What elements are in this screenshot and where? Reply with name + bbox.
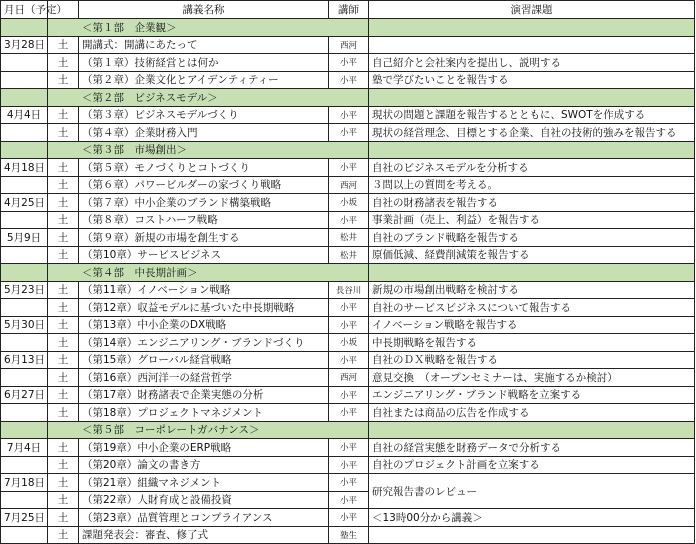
lecture-row xyxy=(1,509,695,527)
lecture-row xyxy=(1,54,695,72)
lecture-day: 土 xyxy=(48,491,79,509)
section-title: ＜第１部 企業観＞ xyxy=(48,19,369,37)
exercise-task: ３問以上の質問を考える。 xyxy=(369,176,695,194)
lecture-day: 土 xyxy=(48,71,79,89)
lecture-row xyxy=(1,526,695,544)
lecture-date xyxy=(1,526,48,544)
lecture-name: （第10章）サービスビジネス xyxy=(79,246,329,264)
section-row xyxy=(1,141,695,159)
lecture-teacher: 松井 xyxy=(329,229,369,247)
lecture-day: 土 xyxy=(48,54,79,72)
lecture-name: （第６章）パワービルダーの家づくり戦略 xyxy=(79,176,329,194)
header-lecture: 講義名称 xyxy=(79,1,329,19)
lecture-name: 課題発表会：審査、修了式 xyxy=(79,526,329,544)
lecture-name: （第13章）中小企業のDX戦略 xyxy=(79,316,329,334)
lecture-day: 土 xyxy=(48,246,79,264)
lecture-name: （第22章）人財育成と設備投資 xyxy=(79,491,329,509)
lecture-date: 5月30日 xyxy=(1,316,48,334)
lecture-name: （第17章）財務諸表で企業実態の分析 xyxy=(79,386,329,404)
exercise-task: 自社のサービスビジネスについて報告する xyxy=(369,299,695,317)
exercise-task: 自社のＤＸ戦略を報告する xyxy=(369,351,695,369)
lecture-teacher: 小平 xyxy=(329,491,369,509)
lecture-name: （第15章）グローバル経営戦略 xyxy=(79,351,329,369)
section-title: ＜第４部 中長期計画＞ xyxy=(48,264,369,282)
section-row xyxy=(1,264,695,282)
lecture-teacher: 西河 xyxy=(329,36,369,54)
section-task-cell xyxy=(369,421,695,439)
lecture-date xyxy=(1,54,48,72)
lecture-day: 土 xyxy=(48,509,79,527)
lecture-name: （第７章）中小企業のブランド構築戦略 xyxy=(79,194,329,212)
lecture-date: 4月18日 xyxy=(1,159,48,177)
lecture-name: （第９章）新規の市場を創生する xyxy=(79,229,329,247)
lecture-day: 土 xyxy=(48,229,79,247)
lecture-teacher: 小坂 xyxy=(329,194,369,212)
lecture-day: 土 xyxy=(48,316,79,334)
lecture-name: （第12章）収益モデルに基づいた中長期戦略 xyxy=(79,299,329,317)
section-date-cell xyxy=(1,421,48,439)
exercise-task: 自己紹介と会社案内を提出し、説明する xyxy=(369,54,695,72)
lecture-teacher: 小平 xyxy=(329,351,369,369)
lecture-teacher: 小平 xyxy=(329,474,369,492)
lecture-teacher: 小平 xyxy=(329,54,369,72)
lecture-row xyxy=(1,299,695,317)
exercise-task: 自社のプロジェクト計画を立案する xyxy=(369,456,695,474)
exercise-task: 研究報告書のレビュー xyxy=(369,474,695,509)
section-date-cell xyxy=(1,19,48,37)
lecture-date: 7月18日 xyxy=(1,474,48,492)
exercise-task xyxy=(369,36,695,54)
exercise-task: 自社の経営実態を財務データで分析する xyxy=(369,439,695,457)
lecture-date: 7月25日 xyxy=(1,509,48,527)
exercise-task: イノベーション戦略を報告する xyxy=(369,316,695,334)
lecture-row xyxy=(1,404,695,422)
lecture-date xyxy=(1,176,48,194)
lecture-row xyxy=(1,316,695,334)
lecture-name: （第３章）ビジネスモデルづくり xyxy=(79,106,329,124)
lecture-day: 土 xyxy=(48,404,79,422)
lecture-day: 土 xyxy=(48,281,79,299)
exercise-task: 自社の財務諸表を報告する xyxy=(369,194,695,212)
exercise-task: 意見交換 （オープンセミナーは、実施するか検討） xyxy=(369,369,695,387)
lecture-name: （第４章）企業財務入門 xyxy=(79,124,329,142)
section-task-cell xyxy=(369,264,695,282)
lecture-date xyxy=(1,246,48,264)
lecture-row xyxy=(1,246,695,264)
lecture-name: （第20章）論文の書き方 xyxy=(79,456,329,474)
lecture-day: 土 xyxy=(48,474,79,492)
header-task: 演習課題 xyxy=(369,1,695,19)
section-date-cell xyxy=(1,89,48,107)
lecture-teacher: 松井 xyxy=(329,246,369,264)
lecture-date: 7月4日 xyxy=(1,439,48,457)
section-title: ＜第５部 コーポレートガバナンス＞ xyxy=(48,421,369,439)
section-title: ＜第３部 市場創出＞ xyxy=(48,141,369,159)
lecture-teacher: 小平 xyxy=(329,509,369,527)
lecture-date xyxy=(1,71,48,89)
lecture-teacher: 小平 xyxy=(329,71,369,89)
lecture-day: 土 xyxy=(48,194,79,212)
lecture-name: （第21章）組織マネジメント xyxy=(79,474,329,492)
lecture-date: 6月13日 xyxy=(1,351,48,369)
lecture-row xyxy=(1,386,695,404)
lecture-name: （第５章）モノづくりとコトづくり xyxy=(79,159,329,177)
lecture-row xyxy=(1,106,695,124)
section-date-cell xyxy=(1,141,48,159)
exercise-task xyxy=(369,526,695,544)
lecture-teacher: 西河 xyxy=(329,369,369,387)
lecture-name: （第23章）品質管理とコンプライアンス xyxy=(79,509,329,527)
lecture-row xyxy=(1,194,695,212)
lecture-row xyxy=(1,281,695,299)
lecture-name: （第14章）エンジニアリング・ブランドづくり xyxy=(79,334,329,352)
lecture-teacher: 長谷川 xyxy=(329,281,369,299)
section-task-cell xyxy=(369,19,695,37)
lecture-row xyxy=(1,229,695,247)
section-row xyxy=(1,19,695,37)
lecture-teacher: 小平 xyxy=(329,456,369,474)
section-task-cell xyxy=(369,89,695,107)
lecture-date xyxy=(1,334,48,352)
exercise-task: 原価低減、経費削減策を報告する xyxy=(369,246,695,264)
lecture-day: 土 xyxy=(48,334,79,352)
lecture-date xyxy=(1,124,48,142)
lecture-teacher: 小平 xyxy=(329,211,369,229)
lecture-row xyxy=(1,211,695,229)
exercise-task: 自社のブランド戦略を報告する xyxy=(369,229,695,247)
lecture-date: 4月4日 xyxy=(1,106,48,124)
lecture-row xyxy=(1,369,695,387)
lecture-day: 土 xyxy=(48,124,79,142)
lecture-date xyxy=(1,404,48,422)
lecture-teacher: 小平 xyxy=(329,124,369,142)
lecture-teacher: 小坂 xyxy=(329,334,369,352)
lecture-day: 土 xyxy=(48,211,79,229)
header-teacher: 講師 xyxy=(329,1,369,19)
exercise-task: 新規の市場創出戦略を検討する xyxy=(369,281,695,299)
lecture-row xyxy=(1,351,695,369)
lecture-teacher: 小平 xyxy=(329,299,369,317)
section-row xyxy=(1,421,695,439)
exercise-task: 事業計画（売上、利益）を報告する xyxy=(369,211,695,229)
lecture-date xyxy=(1,456,48,474)
lecture-teacher: 小平 xyxy=(329,106,369,124)
section-row xyxy=(1,89,695,107)
exercise-task: 塾で学びたいことを報告する xyxy=(369,71,695,89)
lecture-name: 開講式：開講にあたって xyxy=(79,36,329,54)
lecture-day: 土 xyxy=(48,369,79,387)
lecture-row xyxy=(1,176,695,194)
lecture-name: （第１章）技術経営とは何か xyxy=(79,54,329,72)
lecture-teacher: 塾生 xyxy=(329,526,369,544)
lecture-name: （第11章）イノベーション戦略 xyxy=(79,281,329,299)
lecture-date xyxy=(1,211,48,229)
lecture-day: 土 xyxy=(48,159,79,177)
lecture-day: 土 xyxy=(48,299,79,317)
lecture-row xyxy=(1,439,695,457)
lecture-date xyxy=(1,369,48,387)
exercise-task: 自社のビジネスモデルを分析する xyxy=(369,159,695,177)
lecture-row xyxy=(1,334,695,352)
lecture-date: 4月25日 xyxy=(1,194,48,212)
lecture-teacher: 小平 xyxy=(329,404,369,422)
lecture-teacher: 小平 xyxy=(329,316,369,334)
lecture-day: 土 xyxy=(48,351,79,369)
lecture-row xyxy=(1,159,695,177)
lecture-name: （第18章）プロジェクトマネジメント xyxy=(79,404,329,422)
lecture-name: （第２章）企業文化とアイデンティティー xyxy=(79,71,329,89)
exercise-task: 自社または商品の広告を作成する xyxy=(369,404,695,422)
exercise-task: エンジニアリング・ブランド戦略を立案する xyxy=(369,386,695,404)
exercise-task: 現状の経営理念、目標とする企業、自社の技術的強みを報告する xyxy=(369,124,695,142)
lecture-date xyxy=(1,299,48,317)
lecture-row xyxy=(1,124,695,142)
lecture-date: 5月9日 xyxy=(1,229,48,247)
lecture-date xyxy=(1,491,48,509)
section-title: ＜第２部 ビジネスモデル＞ xyxy=(48,89,369,107)
lecture-day: 土 xyxy=(48,386,79,404)
lecture-date: 5月23日 xyxy=(1,281,48,299)
exercise-task: 中長期戦略を報告する xyxy=(369,334,695,352)
lecture-day: 土 xyxy=(48,106,79,124)
lecture-row xyxy=(1,456,695,474)
exercise-task: 現状の問題と課題を報告するとともに、SWOTを作成する xyxy=(369,106,695,124)
lecture-day: 土 xyxy=(48,456,79,474)
lecture-name: （第８章）コストハーフ戦略 xyxy=(79,211,329,229)
lecture-teacher: 小平 xyxy=(329,439,369,457)
lecture-row xyxy=(1,71,695,89)
header-date: 月日（予定） xyxy=(1,1,48,19)
lecture-name: （第19章）中小企業のERP戦略 xyxy=(79,439,329,457)
lecture-day: 土 xyxy=(48,439,79,457)
lecture-day: 土 xyxy=(48,526,79,544)
lecture-teacher: 西河 xyxy=(329,176,369,194)
lecture-day: 土 xyxy=(48,36,79,54)
header-row xyxy=(1,1,695,19)
lecture-teacher: 小平 xyxy=(329,386,369,404)
lecture-name: （第16章）西河洋一の経営哲学 xyxy=(79,369,329,387)
lecture-row xyxy=(1,36,695,54)
lecture-day: 土 xyxy=(48,176,79,194)
lecture-date: 6月27日 xyxy=(1,386,48,404)
section-date-cell xyxy=(1,264,48,282)
section-task-cell xyxy=(369,141,695,159)
exercise-task: ＜13時00分から講義＞ xyxy=(369,509,695,527)
lecture-row xyxy=(1,474,695,492)
lecture-teacher: 小平 xyxy=(329,159,369,177)
lecture-date: 3月28日 xyxy=(1,36,48,54)
